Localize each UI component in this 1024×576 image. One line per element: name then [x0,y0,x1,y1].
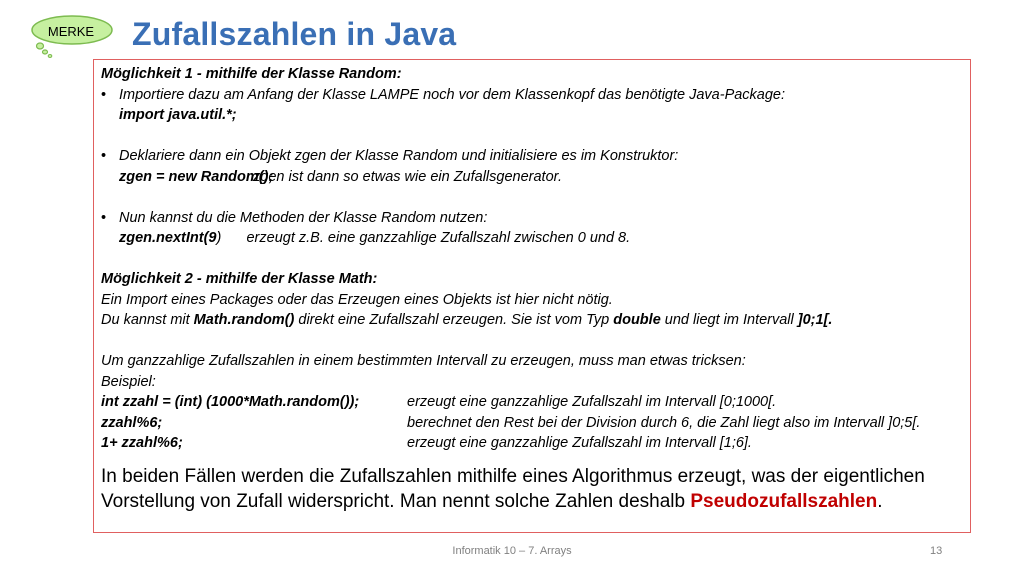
code-nextint: zgen.nextInt(9 [119,230,217,246]
text-math-random: Du kannst mit Math.random() direkt eine Zufallszahl erzeugen. Sie ist vom Typ double und liegt im Intervall ]0;1[. [101,312,833,328]
merke-label: MERKE [47,24,95,39]
merke-thought-bubble [28,14,114,50]
bullet-icon: • [101,86,107,103]
bullet-import: • Importiere dazu am Anfang der Klasse LAMPE noch vor dem Klassenkopf das benötigte Java-Package: [101,85,961,106]
pseudozufallszahlen-highlight: Pseudozufallszahlen [690,490,878,512]
heading-option-2: Möglichkeit 2 - mithilfe der Klasse Math: [101,271,378,287]
note-declare: zgen ist dann so etwas wie ein Zufallsgenerator. [253,168,562,185]
example-row: int zzahl = (int) (1000*Math.random()); erzeugt eine ganzzahlige Zufallszahl im Intervall [0;1000[. [101,394,777,410]
code-declare-row [101,167,961,188]
text-example-label: Beispiel: [101,373,156,390]
footer-text: Informatik 10 – 7. Arrays [452,545,572,557]
slide-title: Zufallszahlen in Java [132,16,457,52]
text-no-import: Ein Import eines Packages oder das Erzeugen eines Objekts ist hier nicht nötig. [101,291,613,308]
code-import: import java.util.*; [119,107,237,123]
heading-option-1: Möglichkeit 1 - mithilfe der Klasse Random: [101,66,402,82]
code-declare: zgen = new Random(); [119,168,274,185]
note-nextint: erzeugt z.B. eine ganzzahlige Zufallszahl zwischen 0 und 8. [246,230,631,246]
page-number: 13 [930,545,943,557]
bullet-icon: • [101,148,107,164]
conclusion-text: In beiden Fällen werden die Zufallszahlen mithilfe eines Algorithmus erzeugt, was der eigentlichen Vorstellung von Zufall widerspricht. Man nennt solche Zahlen deshalb Pseudozufallszahlen. [101,465,925,512]
bullet-methods: • Nun kannst du die Methoden der Klasse Random nutzen: [101,208,961,229]
example-row: zzahl%6; berechnet den Rest bei der Division durch 6, die Zahl liegt also im Intervall ]0;5[. [101,414,921,431]
bullet-declare: • Deklariere dann ein Objekt zgen der Klasse Random und initialisiere es im Konstruktor: [101,146,961,167]
slide-content [101,64,961,514]
code-nextint-row: zgen.nextInt(9) erzeugt z.B. eine ganzzahlige Zufallszahl zwischen 0 und 8. [119,230,631,246]
bullet-icon: • [101,209,107,226]
example-row: 1+ zzahl%6; erzeugt eine ganzzahlige Zufallszahl im Intervall [1;6]. [101,435,752,451]
text-trick: Um ganzzahlige Zufallszahlen in einem bestimmten Intervall zu erzeugen, muss man etwas tricksen: [101,353,746,369]
